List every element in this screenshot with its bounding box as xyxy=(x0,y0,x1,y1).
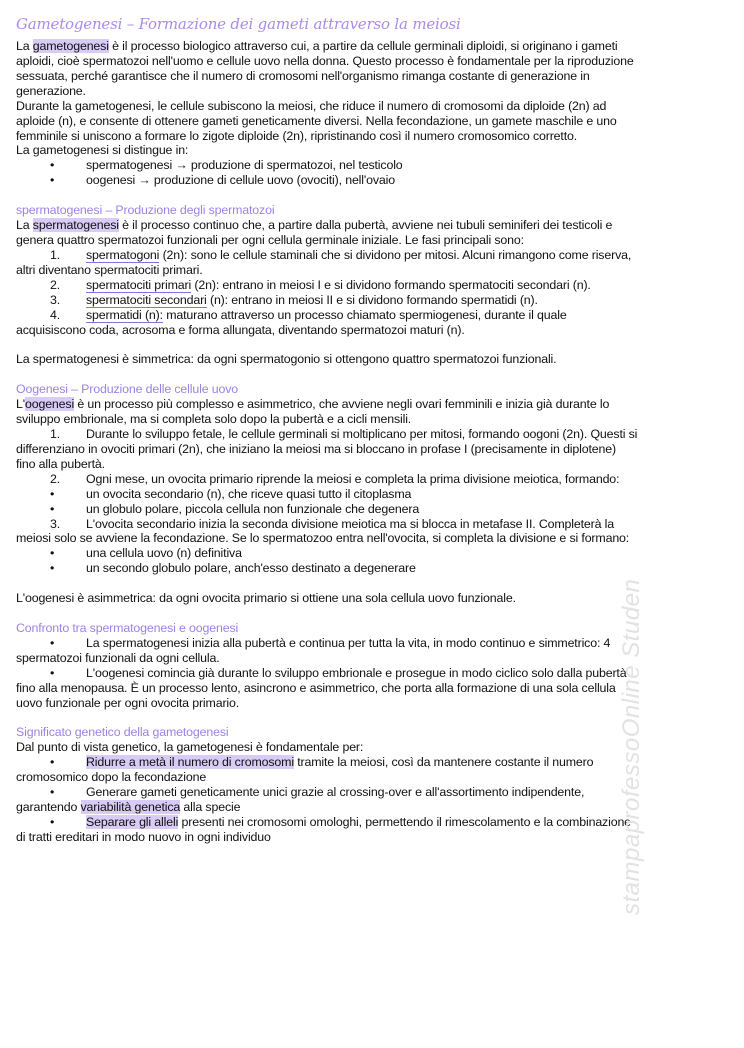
list-item-text xyxy=(86,158,403,173)
text-line xyxy=(16,442,736,457)
text-segment: sviluppo embrionale, ma si completa solo dopo la pubertà e a cicli mensili. xyxy=(16,412,412,427)
bullet-marker: • xyxy=(50,561,55,576)
text-segment: Ogni mese, un ovocita primario riprende la meiosi e completa la prima divisione meiotica, formando: xyxy=(86,471,620,486)
text-segment: è un processo più complesso e asimmetrico, che avviene negli ovari femminili e inizia già durante lo xyxy=(74,397,610,412)
bullet-marker: • xyxy=(50,635,55,650)
text-segment: L'oogenesi comincia già durante lo sviluppo embrionale e prosegue in modo ciclico solo dalla pubertà xyxy=(86,665,627,680)
list-item-text xyxy=(86,472,619,487)
text-segment: La spermatogenesi è simmetrica: da ogni spermatogonio si ottengono quattro spermatozoi funzionali. xyxy=(16,352,557,367)
text-line xyxy=(16,233,736,248)
bullet-marker: • xyxy=(50,158,55,173)
text-segment: uovo funzionale per ogni ovocita primario. xyxy=(16,695,240,710)
list-item-text xyxy=(86,546,242,561)
text-segment: spermatogenesi – Produzione degli spermatozoi xyxy=(16,203,275,218)
number-marker: 2. xyxy=(50,277,61,292)
text-segment: La spermatogenesi inizia alla pubertà e continua per tutta la vita, in modo continuo e simmetrico: 4 xyxy=(86,635,611,650)
list-item-text xyxy=(86,561,416,576)
underlined-term: spermatidi (n): xyxy=(86,307,163,322)
text-segment: Generare gameti geneticamente unici grazie al crossing-over e all'assortimento indipendente, xyxy=(86,785,585,800)
text-segment: Durante la gametogenesi, le cellule subiscono la meiosi, che riduce il numero di cromosomi da diploide (2n) ad xyxy=(16,98,607,113)
text-segment: differenziano in ovociti primari (2n), che iniziano la meiosi ma si bloccano in profase I (precisamente in diplotene) xyxy=(16,441,616,456)
text-segment: Significato genetico della gametogenesi xyxy=(16,725,229,740)
text-line xyxy=(16,99,736,114)
bullet-marker: • xyxy=(50,501,55,516)
text-segment: maturano attraverso un processo chiamato spermiogenesi, durante il quale xyxy=(162,307,567,322)
section-heading xyxy=(16,203,736,218)
highlighted-term: variabilità genetica xyxy=(80,800,181,815)
text-segment: una cellula uovo (n) definitiva xyxy=(86,546,242,561)
text-segment: La xyxy=(16,39,33,53)
text-segment: L'oogenesi è asimmetrica: da ogni ovocita primario si ottiene una sola cellula uovo funzionale. xyxy=(16,591,516,606)
list-item-text xyxy=(86,248,631,263)
text-segment: (n): entrano in meiosi II e si dividono formando spermatidi (n). xyxy=(206,292,538,307)
text-segment: genera quattro spermatozoi funzionali per ogni cellula germinale iniziale. Le fasi principali sono: xyxy=(16,232,524,247)
text-segment: un globulo polare, piccola cellula non funzionale che degenera xyxy=(86,501,420,516)
list-item-text xyxy=(86,517,614,532)
number-marker: 3. xyxy=(50,516,61,531)
text-segment: meiosi solo se avviene la fecondazione. Se lo spermatozoo entra nell'ovocita, si completa la divisione e si formano: xyxy=(16,531,630,546)
list-item-text xyxy=(86,666,626,681)
text-line xyxy=(16,84,736,99)
list-item xyxy=(16,293,736,308)
number-marker: 1. xyxy=(50,247,61,262)
text-segment: generazione. xyxy=(16,83,86,98)
highlighted-term: spermatogenesi xyxy=(32,218,119,233)
highlighted-term: Ridurre a metà il numero di cromosomi xyxy=(86,755,294,770)
bullet-marker: • xyxy=(50,665,55,680)
text-line xyxy=(16,54,736,69)
number-marker: 3. xyxy=(50,292,61,307)
list-item xyxy=(16,487,736,502)
text-line xyxy=(16,114,736,129)
number-marker: 2. xyxy=(50,471,61,486)
text-segment: acquisiscono coda, acrosoma e forma allungata, diventando spermatozoi maturi (n). xyxy=(16,322,465,337)
text-segment: L'ovocita secondario inizia la seconda divisione meiotica ma si blocca in metafase II. Completerà la xyxy=(86,516,615,531)
list-item xyxy=(16,248,736,263)
section-heading xyxy=(16,382,736,397)
text-segment: Oogenesi – Produzione delle cellule uovo xyxy=(16,382,239,397)
bullet-marker: • xyxy=(50,785,55,800)
text-line xyxy=(16,531,736,546)
text-line xyxy=(16,397,736,412)
text-segment: Durante lo sviluppo fetale, le cellule germinali si moltiplicano per mitosi, formando oogoni (2n). Questi si xyxy=(86,426,638,441)
list-item xyxy=(16,308,736,323)
text-line xyxy=(16,263,736,278)
text-segment: Confronto tra spermatogenesi e oogenesi xyxy=(16,620,239,635)
text-line xyxy=(16,69,736,84)
number-marker: 1. xyxy=(50,426,61,441)
underlined-term: spermatociti secondari xyxy=(86,292,207,307)
bullet-marker: • xyxy=(50,814,55,829)
list-item xyxy=(16,561,736,576)
blank-line xyxy=(16,367,736,382)
text-segment: fino alla pubertà. xyxy=(16,456,105,471)
text-segment: sessuata, perché garantisce che il numero di cromosomi nell'organismo rimanga costante di generazione in xyxy=(16,68,590,83)
list-item-text xyxy=(86,427,637,442)
text-line xyxy=(16,457,736,472)
highlighted-term: oogenesi xyxy=(24,397,75,412)
text-segment: è il processo continuo che, a partire dalla pubertà, avviene nei tubuli seminiferi dei testicoli e xyxy=(118,218,613,233)
highlighted-term: gametogenesi xyxy=(32,39,109,53)
text-segment: L' xyxy=(16,397,25,412)
text-segment: Dal punto di vista genetico, la gametogenesi è fondamentale per: xyxy=(16,740,364,755)
text-line xyxy=(16,352,736,367)
document-title: Gametogenesi – Formazione dei gameti attraverso la meiosi xyxy=(16,15,461,33)
text-segment: fino alla menopausa. È un processo lento, asincrono e asimmetrico, che porta alla formazione di una sola cellula xyxy=(16,680,616,695)
text-segment: presenti nei cromosomi omologhi, permettendo il rimescolamento e la combinazione xyxy=(178,814,631,829)
text-line xyxy=(16,218,736,233)
number-marker: 4. xyxy=(50,307,61,322)
text-segment: cromosomico dopo la fecondazione xyxy=(16,770,207,785)
text-line xyxy=(16,412,736,427)
text-segment: un secondo globulo polare, anch'esso destinato a degenerare xyxy=(86,561,416,576)
text-line xyxy=(16,129,736,144)
bullet-marker: • xyxy=(50,486,55,501)
text-line xyxy=(16,39,736,54)
text-line xyxy=(16,143,736,158)
list-item-text xyxy=(86,487,411,502)
text-segment: spermatogenesi → produzione di spermatozoi, nel testicolo xyxy=(86,158,403,173)
list-item xyxy=(16,472,736,487)
text-segment: spermatozoi funzionali da ogni cellula. xyxy=(16,650,220,665)
list-item xyxy=(16,517,736,532)
text-segment: La gametogenesi si distingue in: xyxy=(16,143,189,158)
list-item-text xyxy=(86,815,631,830)
text-segment: altri diventano spermatociti primari. xyxy=(16,262,203,277)
list-item xyxy=(16,173,736,188)
list-item-text xyxy=(86,636,610,651)
list-item-text xyxy=(86,755,593,770)
list-item-text xyxy=(86,293,538,308)
text-segment: un ovocita secondario (n), che riceve quasi tutto il citoplasma xyxy=(86,486,412,501)
list-item-text xyxy=(86,502,419,517)
text-segment: garantendo xyxy=(16,800,81,815)
text-segment: La xyxy=(16,218,33,233)
blank-line xyxy=(16,337,736,352)
underlined-term: spermatogoni xyxy=(86,247,160,262)
list-item xyxy=(16,502,736,517)
text-segment: di tratti ereditari in modo nuovo in ogni individuo xyxy=(16,829,271,844)
bullet-marker: • xyxy=(50,755,55,770)
list-item xyxy=(16,278,736,293)
text-segment: tramite la meiosi, così da mantenere costante il numero xyxy=(293,755,594,770)
bullet-marker: • xyxy=(50,173,55,188)
text-segment: (2n): sono le cellule staminali che si dividono per mitosi. Alcuni rimangono come riserva, xyxy=(159,247,632,262)
text-segment: femminile si uniscono a formare lo zigote diploide (2n), ripristinando così il numero cromosomico corretto. xyxy=(16,128,578,143)
underlined-term: spermatociti primari xyxy=(86,277,192,292)
text-segment: alla specie xyxy=(180,800,241,815)
list-item xyxy=(16,158,736,173)
text-segment: aploidi, cioè spermatozoi nell'uomo e cellule uovo nella donna. Questo processo è fondamentale per la riproduzione xyxy=(16,53,634,68)
text-segment: (2n): entrano in meiosi I e si dividono formando spermatociti secondari (n). xyxy=(191,277,591,292)
text-segment: oogenesi → produzione di cellule uovo (ovociti), nell'ovaio xyxy=(86,173,395,188)
list-item xyxy=(16,427,736,442)
text-segment: è il processo biologico attraverso cui, a partire da cellule germinali diploidi, si originano i gameti xyxy=(108,39,618,53)
text-segment: aploide (n), e consente di ottenere gameti geneticamente diversi. Nella fecondazione, un gamete maschile e uno xyxy=(16,113,617,128)
list-item xyxy=(16,546,736,561)
bullet-marker: • xyxy=(50,546,55,561)
list-item-text xyxy=(86,278,591,293)
highlighted-term: Separare gli alleli xyxy=(86,814,179,829)
blank-line xyxy=(16,188,736,203)
list-item-text xyxy=(86,785,584,800)
list-item-text xyxy=(86,308,567,323)
text-line xyxy=(16,323,736,338)
watermark: stampaprofessoOnline Studen xyxy=(618,578,645,915)
list-item-text xyxy=(86,173,395,188)
